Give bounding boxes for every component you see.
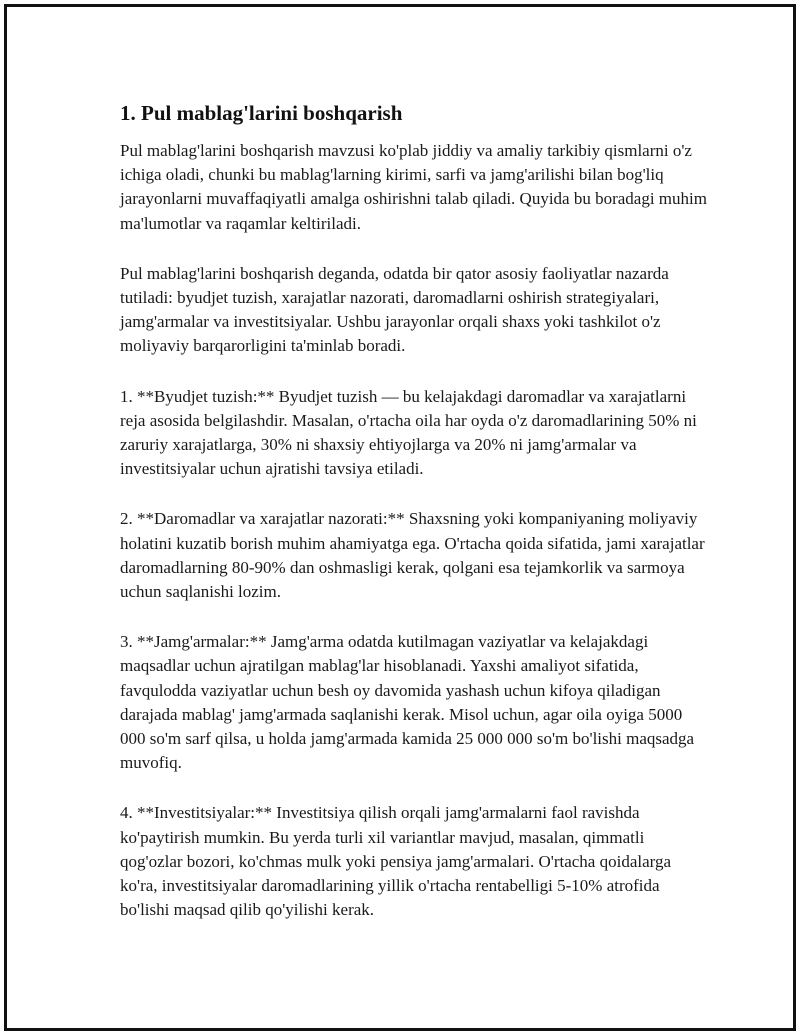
savings-paragraph: 3. **Jamg'armalar:** Jamg'arma odatda kutilmagan vaziyatlar va kelajakdagi maqsadlar uchun ajratilgan mablag'lar hisoblanadi. Yaxshi amaliyot sifatida, favqulodda vaziyatlar uchun besh oy davomida yashash uchun kifoya qiladigan darajada mablag' jamg'armada saqlanishi kerak. Misol uchun, agar oila oyiga 5000 000 so'm sarf qilsa, u holda jamg'armada kamida 25 000 000 so'm bo'lishi maqsadga muvofiq.	[120, 632, 695, 773]
section-heading: 1. Pul mablag'larini boshqarish	[120, 101, 403, 125]
document-body	[120, 95, 710, 922]
intro-paragraph: Pul mablag'larini boshqarish mavzusi ko'plab jiddiy va amaliy tarkibiy qismlarni o'z ichiga oladi, chunki bu mablag'larning kirimi, sarfi va jamg'arilishi bilan bog'liq jarayonlarni muvaffaqiyatli amalga oshirishni talab qiladi. Quyida bu boradagi muhim ma'lumotlar va raqamlar keltiriladi.	[120, 141, 707, 233]
income-expense-control-paragraph: 2. **Daromadlar va xarajatlar nazorati:** Shaxsning yoki kompaniyaning moliyaviy holatini kuzatib borish muhim ahamiyatga ega. O'rtacha qoida sifatida, jami xarajatlar daromadlarning 80-90% dan oshmasligi kerak, qolgani esa tejamkorlik va sarmoya uchun saqlanishi lozim.	[120, 509, 705, 602]
page-frame	[4, 4, 796, 1031]
overview-paragraph: Pul mablag'larini boshqarish deganda, odatda bir qator asosiy faoliyatlar nazarda tutiladi: byudjet tuzish, xarajatlar nazorati, daromadlarni oshirish strategiyalari, jamg'armalar va investitsiyalar. Ushbu jarayonlar orqali shaxs yoki tashkilot o'z moliyaviy barqarorligini ta'minlab boradi.	[120, 263, 669, 356]
budget-paragraph: 1. **Byudjet tuzish:** Byudjet tuzish — bu kelajakdagi daromadlar va xarajatlarni reja asosida belgilashdir. Masalan, o'rtacha oila har oyda o'z daromadlarining 50% ni zaruriy xarajatlarga, 30% ni shaxsiy ehtiyojlarga va 20% ni jamg'armalar va investitsiyalar uchun ajratishi tavsiya etiladi.	[120, 386, 697, 479]
investments-paragraph: 4. **Investitsiyalar:** Investitsiya qilish orqali jamg'armalarni faol ravishda ko'paytirish mumkin. Bu yerda turli xil variantlar mavjud, masalan, qimmatli qog'ozlar bozori, ko'chmas mulk yoki pensiya jamg'armalari. O'rtacha qoidalarga ko'ra, investitsiyalar daromadlarining yillik o'rtacha rentabelligi 5-10% atrofida bo'lishi maqsad qilib qo'yilishi kerak.	[120, 803, 672, 920]
